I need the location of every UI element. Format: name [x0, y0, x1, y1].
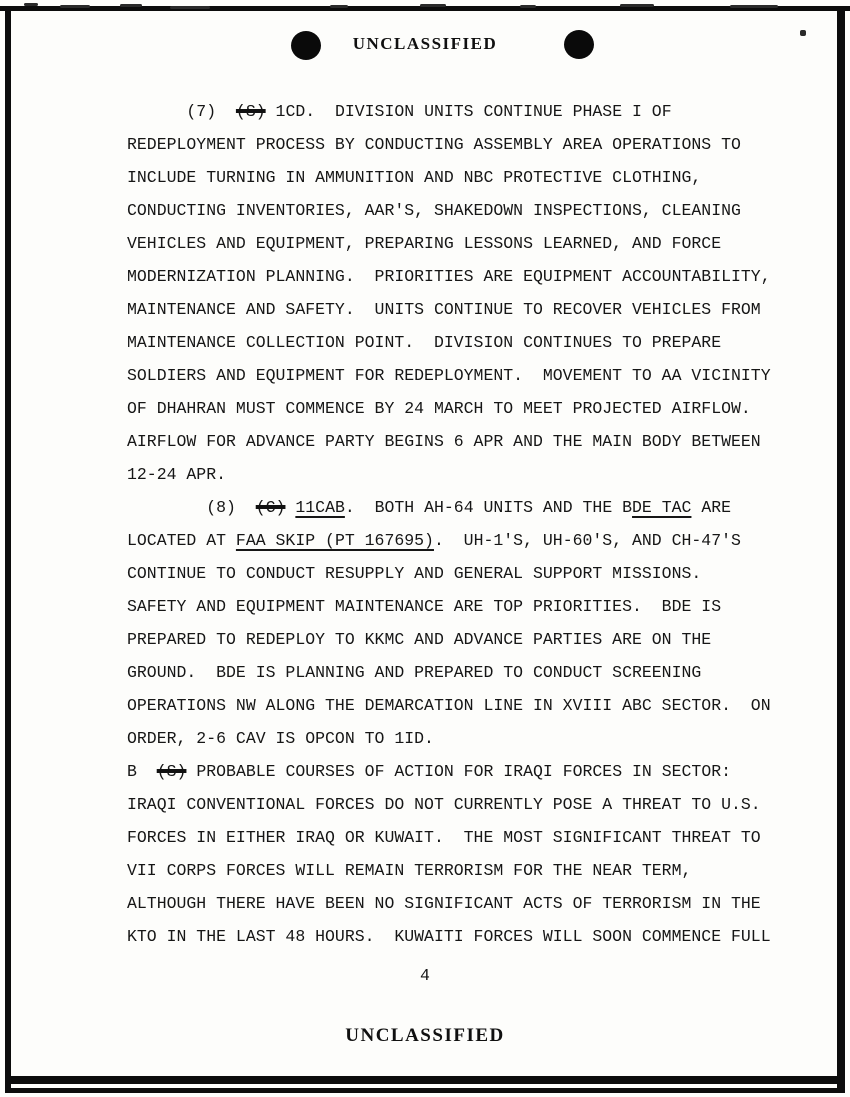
text-segment: LOCATED AT	[127, 531, 236, 550]
text-line	[127, 524, 787, 557]
text-line	[127, 260, 787, 293]
text-segment: (8)	[127, 498, 256, 517]
text-segment: (7)	[127, 102, 236, 121]
text-line	[127, 458, 787, 491]
scan-noise	[24, 3, 38, 6]
scan-border-bottom	[5, 1076, 845, 1084]
text-line	[127, 326, 787, 359]
scan-noise	[170, 6, 210, 9]
para-b-iraqi-courses-of-action	[127, 755, 787, 953]
scan-noise	[620, 4, 654, 7]
para-8-11cab	[127, 491, 787, 755]
text-line	[127, 425, 787, 458]
text-segment: IRAQI CONVENTIONAL FORCES DO NOT CURRENTLY POSE A THREAT TO U.S.	[127, 795, 761, 814]
para-7-1cd	[127, 95, 787, 491]
text-segment: OPERATIONS NW ALONG THE DEMARCATION LINE IN XVIII ABC SECTOR. ON	[127, 696, 771, 715]
text-segment: CONDUCTING INVENTORIES, AAR'S, SHAKEDOWN INSPECTIONS, CLEANING	[127, 201, 741, 220]
text-line	[127, 359, 787, 392]
bottom-classification-banner: UNCLASSIFIED	[345, 1025, 505, 1046]
underlined-text: FAA SKIP (PT 167695)	[235, 531, 434, 550]
scan-border-left	[5, 6, 11, 1090]
text-segment: 12-24 APR.	[127, 465, 227, 484]
text-line	[127, 887, 787, 920]
text-line	[127, 623, 787, 656]
text-line	[127, 293, 787, 326]
text-segment: KTO IN THE LAST 48 HOURS. KUWAITI FORCES WILL SOON COMMENCE FULL	[127, 927, 771, 946]
scan-noise	[730, 5, 778, 8]
text-segment: SOLDIERS AND EQUIPMENT FOR REDEPLOYMENT. MOVEMENT TO AA VICINITY	[127, 366, 771, 385]
text-segment: MAINTENANCE AND SAFETY. UNITS CONTINUE TO RECOVER VEHICLES FROM	[127, 300, 761, 319]
text-segment: FORCES IN EITHER IRAQ OR KUWAIT. THE MOST SIGNIFICANT THREAT TO	[127, 828, 761, 847]
text-segment: MAINTENANCE COLLECTION POINT. DIVISION CONTINUES TO PREPARE	[127, 333, 722, 352]
text-segment: MODERNIZATION PLANNING. PRIORITIES ARE EQUIPMENT ACCOUNTABILITY,	[127, 267, 771, 286]
text-segment: INCLUDE TURNING IN AMMUNITION AND NBC PROTECTIVE CLOTHING,	[127, 168, 702, 187]
text-segment: REDEPLOYMENT PROCESS BY CONDUCTING ASSEMBLY AREA OPERATIONS TO	[127, 135, 741, 154]
text-line	[127, 392, 787, 425]
text-line	[127, 788, 787, 821]
text-segment: PREPARED TO REDEPLOY TO KKMC AND ADVANCE PARTIES ARE ON THE	[127, 630, 712, 649]
text-line	[127, 194, 787, 227]
scan-noise	[330, 5, 348, 8]
text-line	[127, 128, 787, 161]
text-line	[127, 689, 787, 722]
scan-noise	[120, 4, 142, 7]
text-line	[127, 821, 787, 854]
text-line	[127, 755, 787, 788]
struck-classification-marking: (S)	[235, 102, 266, 121]
text-segment: 1CD. DIVISION UNITS CONTINUE PHASE I OF	[265, 102, 672, 121]
text-line	[127, 227, 787, 260]
text-segment: B	[127, 762, 157, 781]
text-line	[127, 491, 787, 524]
text-segment: ORDER, 2-6 CAV IS OPCON TO 1ID.	[127, 729, 434, 748]
text-line	[127, 95, 787, 128]
text-segment: . BOTH AH-64 UNITS AND THE B	[344, 498, 633, 517]
text-segment: GROUND. BDE IS PLANNING AND PREPARED TO CONDUCT SCREENING	[127, 663, 702, 682]
text-line	[127, 722, 787, 755]
struck-classification-marking: (S)	[156, 762, 187, 781]
text-line	[127, 161, 787, 194]
text-line	[127, 656, 787, 689]
text-segment	[285, 498, 295, 517]
page-number: 4	[420, 966, 430, 985]
text-line	[127, 920, 787, 953]
text-segment: VII CORPS FORCES WILL REMAIN TERRORISM FOR THE NEAR TERM,	[127, 861, 692, 880]
document-body	[127, 95, 787, 953]
text-segment: AIRFLOW FOR ADVANCE PARTY BEGINS 6 APR AND THE MAIN BODY BETWEEN	[127, 432, 761, 451]
text-line	[127, 557, 787, 590]
text-segment: ALTHOUGH THERE HAVE BEEN NO SIGNIFICANT ACTS OF TERRORISM IN THE	[127, 894, 761, 913]
text-segment: PROBABLE COURSES OF ACTION FOR IRAQI FORCES IN SECTOR:	[186, 762, 732, 781]
underlined-text: DE TAC	[632, 498, 692, 517]
classification-stamp-icon	[564, 30, 594, 59]
scan-border-bottom-secondary	[5, 1088, 845, 1093]
scan-noise	[520, 5, 536, 8]
struck-classification-marking: (C)	[255, 498, 286, 517]
text-segment: SAFETY AND EQUIPMENT MAINTENANCE ARE TOP PRIORITIES. BDE IS	[127, 597, 722, 616]
scan-noise	[420, 4, 446, 7]
text-segment: CONTINUE TO CONDUCT RESUPPLY AND GENERAL SUPPORT MISSIONS.	[127, 564, 702, 583]
text-segment: ARE	[691, 498, 732, 517]
scan-noise	[60, 5, 90, 8]
underlined-text: 11CAB	[295, 498, 345, 517]
text-segment: . UH-1'S, UH-60'S, AND CH-47'S	[433, 531, 741, 550]
top-classification-banner: UNCLASSIFIED	[352, 34, 498, 53]
scan-border-right	[837, 6, 845, 1090]
text-line	[127, 854, 787, 887]
text-line	[127, 590, 787, 623]
text-segment: VEHICLES AND EQUIPMENT, PREPARING LESSONS LEARNED, AND FORCE	[127, 234, 722, 253]
text-segment: OF DHAHRAN MUST COMMENCE BY 24 MARCH TO MEET PROJECTED AIRFLOW.	[127, 399, 751, 418]
